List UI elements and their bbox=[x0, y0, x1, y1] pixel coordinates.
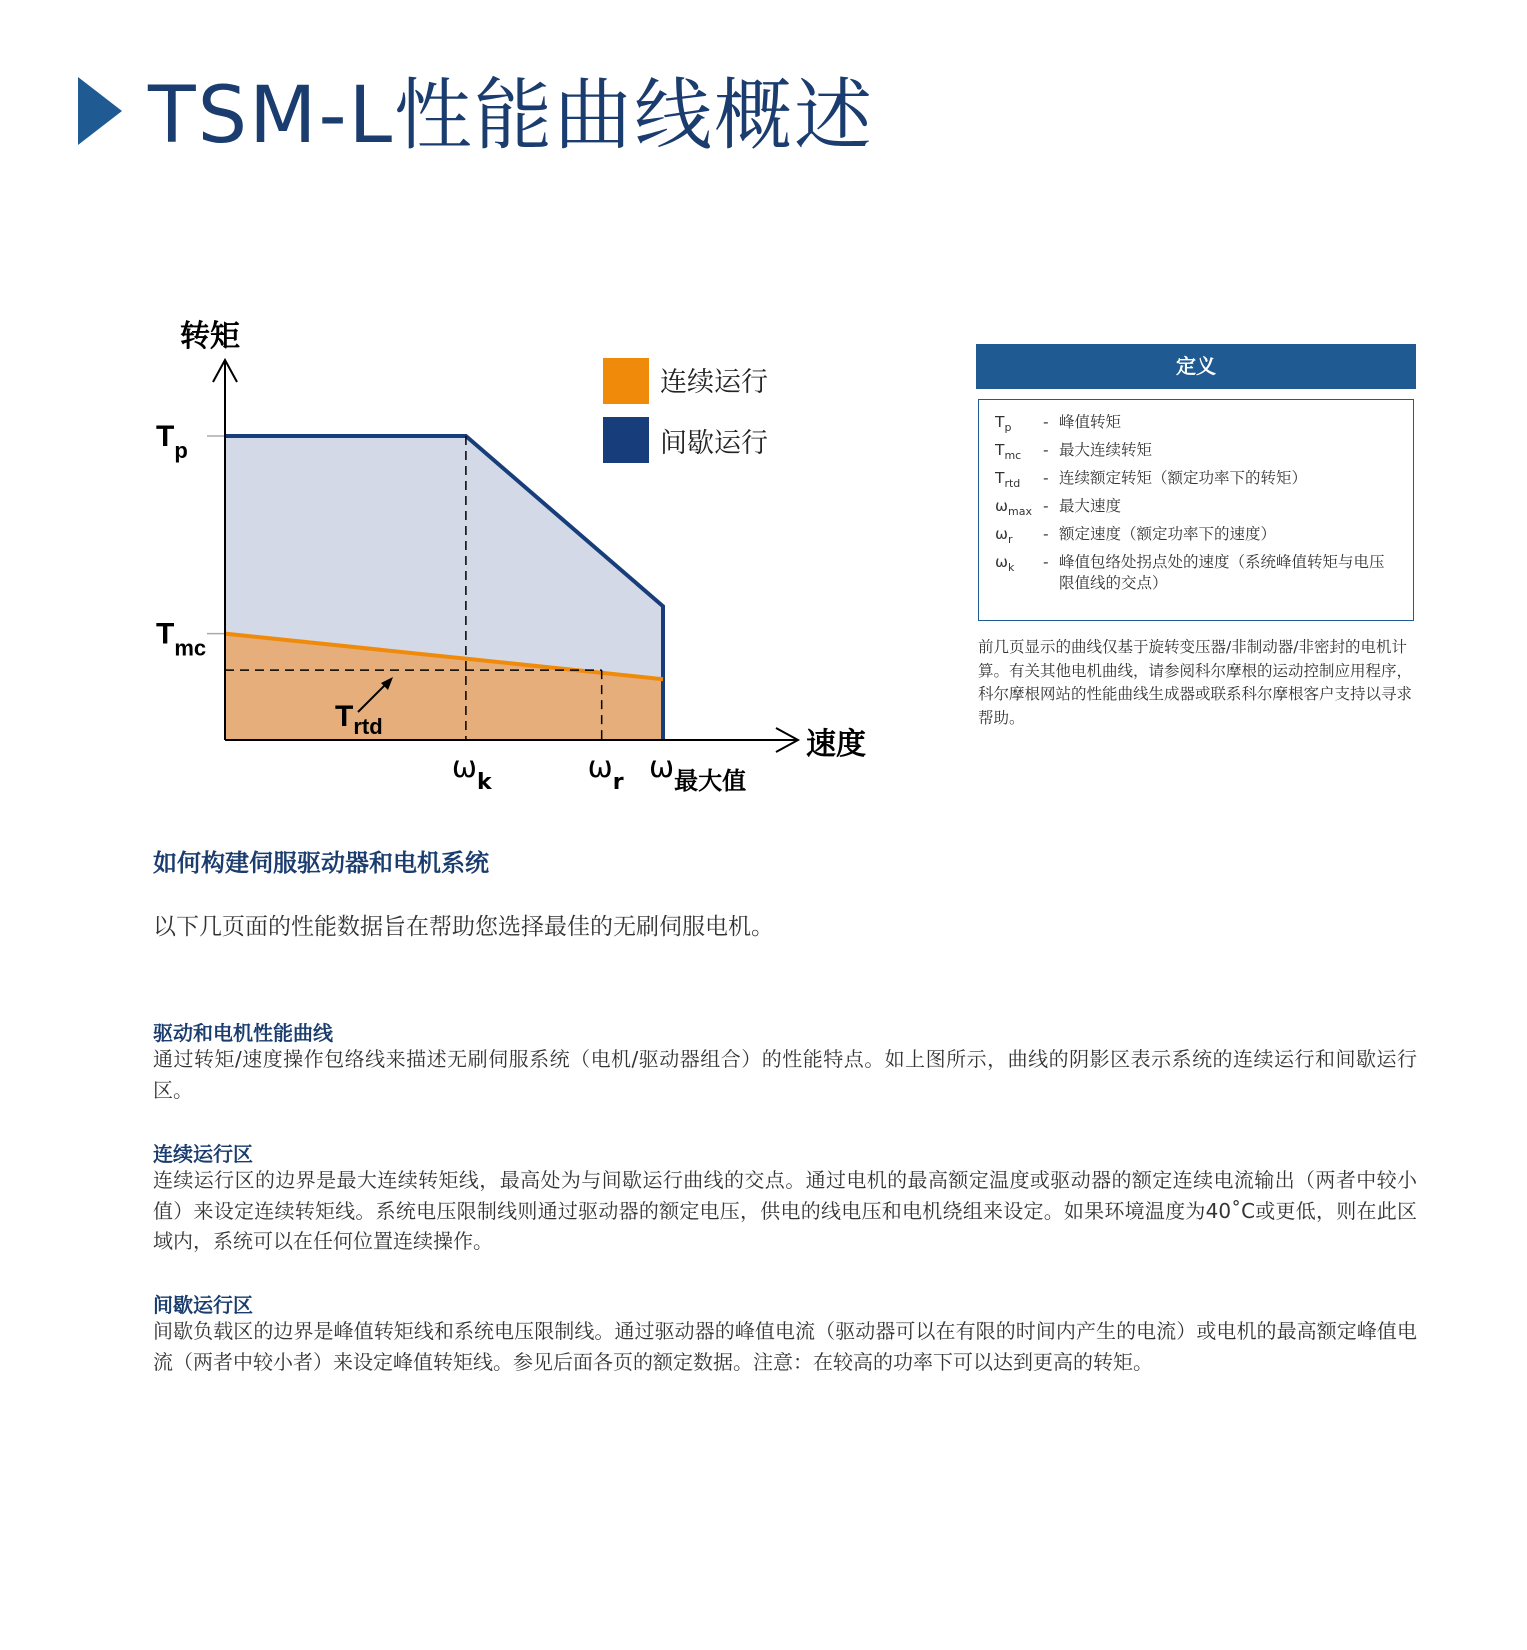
section-heading: 如何构建伺服驱动器和电机系统 bbox=[153, 849, 489, 877]
definition-text: 峰值包络处拐点处的速度（系统峰值转矩与电压限值线的交点） bbox=[1059, 553, 1385, 592]
legend-continuous-label: 连续运行 bbox=[660, 367, 768, 398]
legend-intermittent-swatch bbox=[603, 417, 649, 463]
definition-dash: - bbox=[1043, 497, 1049, 515]
definition-dash: - bbox=[1043, 553, 1049, 571]
y-tick-tmc: $T_{mc}$ bbox=[156, 617, 207, 661]
definition-text: 峰值转矩 bbox=[1059, 413, 1122, 431]
section-body-performance-curve: 通过转矩/速度操作包络线来描述无刷伺服系统（电机/驱动器组合）的性能特点。如上图所示，曲线的阴影区表示系统的连续运行和间歇运行区。 bbox=[153, 1047, 1417, 1102]
definitions-box bbox=[978, 399, 1414, 621]
x-tick-omega-k: $\omega_k$ bbox=[451, 750, 492, 795]
x-tick-omega-r: $\omega_r$ bbox=[587, 750, 624, 795]
legend-intermittent-label: 间歇运行 bbox=[660, 428, 768, 459]
definition-text: 连续额定转矩（额定功率下的转矩） bbox=[1059, 469, 1308, 487]
definition-text: 最大速度 bbox=[1059, 497, 1122, 515]
definitions-header: 定义 bbox=[976, 344, 1416, 389]
intro-text: 以下几页面的性能数据旨在帮助您选择最佳的无刷伺服电机。 bbox=[153, 914, 774, 940]
definition-symbol: $T_p$ bbox=[995, 413, 1012, 434]
legend-continuous-swatch bbox=[603, 358, 649, 404]
section-title-continuous: 连续运行区 bbox=[153, 1142, 253, 1166]
torque-speed-chart bbox=[0, 0, 900, 810]
section-title-performance-curve: 驱动和电机性能曲线 bbox=[153, 1021, 333, 1045]
section-body-intermittent: 间歇负载区的边界是峰值转矩线和系统电压限制线。通过驱动器的峰值电流（驱动器可以在有限的时间内产生的电流）或电机的最高额定峰值电流（两者中较小者）来设定峰值转矩线。参见后面各页的额定数据。注意：在较高的功率下可以达到更高的转矩。 bbox=[153, 1319, 1417, 1374]
definition-dash: - bbox=[1043, 525, 1049, 543]
x-axis-label: 速度 bbox=[806, 727, 866, 762]
definition-symbol: $\omega_{max}$ bbox=[995, 497, 1032, 518]
y-tick-tp: $T_p$ bbox=[156, 420, 188, 463]
page-title: TSM-L性能曲线概述 bbox=[148, 71, 875, 161]
section-body-continuous: 连续运行区的边界是最大连续转矩线，最高处为与间歇运行曲线的交点。通过电机的最高额定温度或驱动器的额定连续电流输出（两者中较小值）来设定连续转矩线。系统电压限制线则通过驱动器的额定电压，供电的线电压和电机绕组来设定。如果环境温度为40˚C或更低，则在此区域内，系统可以在任何位置连续操作。 bbox=[153, 1168, 1417, 1253]
definition-symbol: $T_{rtd}$ bbox=[995, 469, 1021, 490]
definition-symbol: $\omega_k$ bbox=[995, 553, 1015, 574]
definition-symbol: $T_{mc}$ bbox=[995, 441, 1022, 462]
section-title-intermittent: 间歇运行区 bbox=[153, 1293, 253, 1317]
definition-symbol: $\omega_r$ bbox=[995, 525, 1013, 546]
definition-text: 最大连续转矩 bbox=[1059, 441, 1153, 459]
y-axis-label: 转矩 bbox=[180, 319, 240, 354]
definition-dash: - bbox=[1043, 441, 1049, 459]
x-tick-omega-max: $\omega_{最大值}$ bbox=[649, 750, 747, 795]
definition-dash: - bbox=[1043, 469, 1049, 487]
trtd-annotation: $T_{rtd}$ bbox=[335, 700, 383, 739]
definition-text: 额定速度（额定功率下的速度） bbox=[1059, 525, 1277, 543]
definitions-note: 前几页显示的曲线仅基于旋转变压器/非制动器/非密封的电机计算。有关其他电机曲线，请参阅科尔摩根的运动控制应用程序，科尔摩根网站的性能曲线生成器或联系科尔摩根客户支持以寻求帮助。 bbox=[978, 638, 1413, 727]
definition-dash: - bbox=[1043, 413, 1049, 431]
